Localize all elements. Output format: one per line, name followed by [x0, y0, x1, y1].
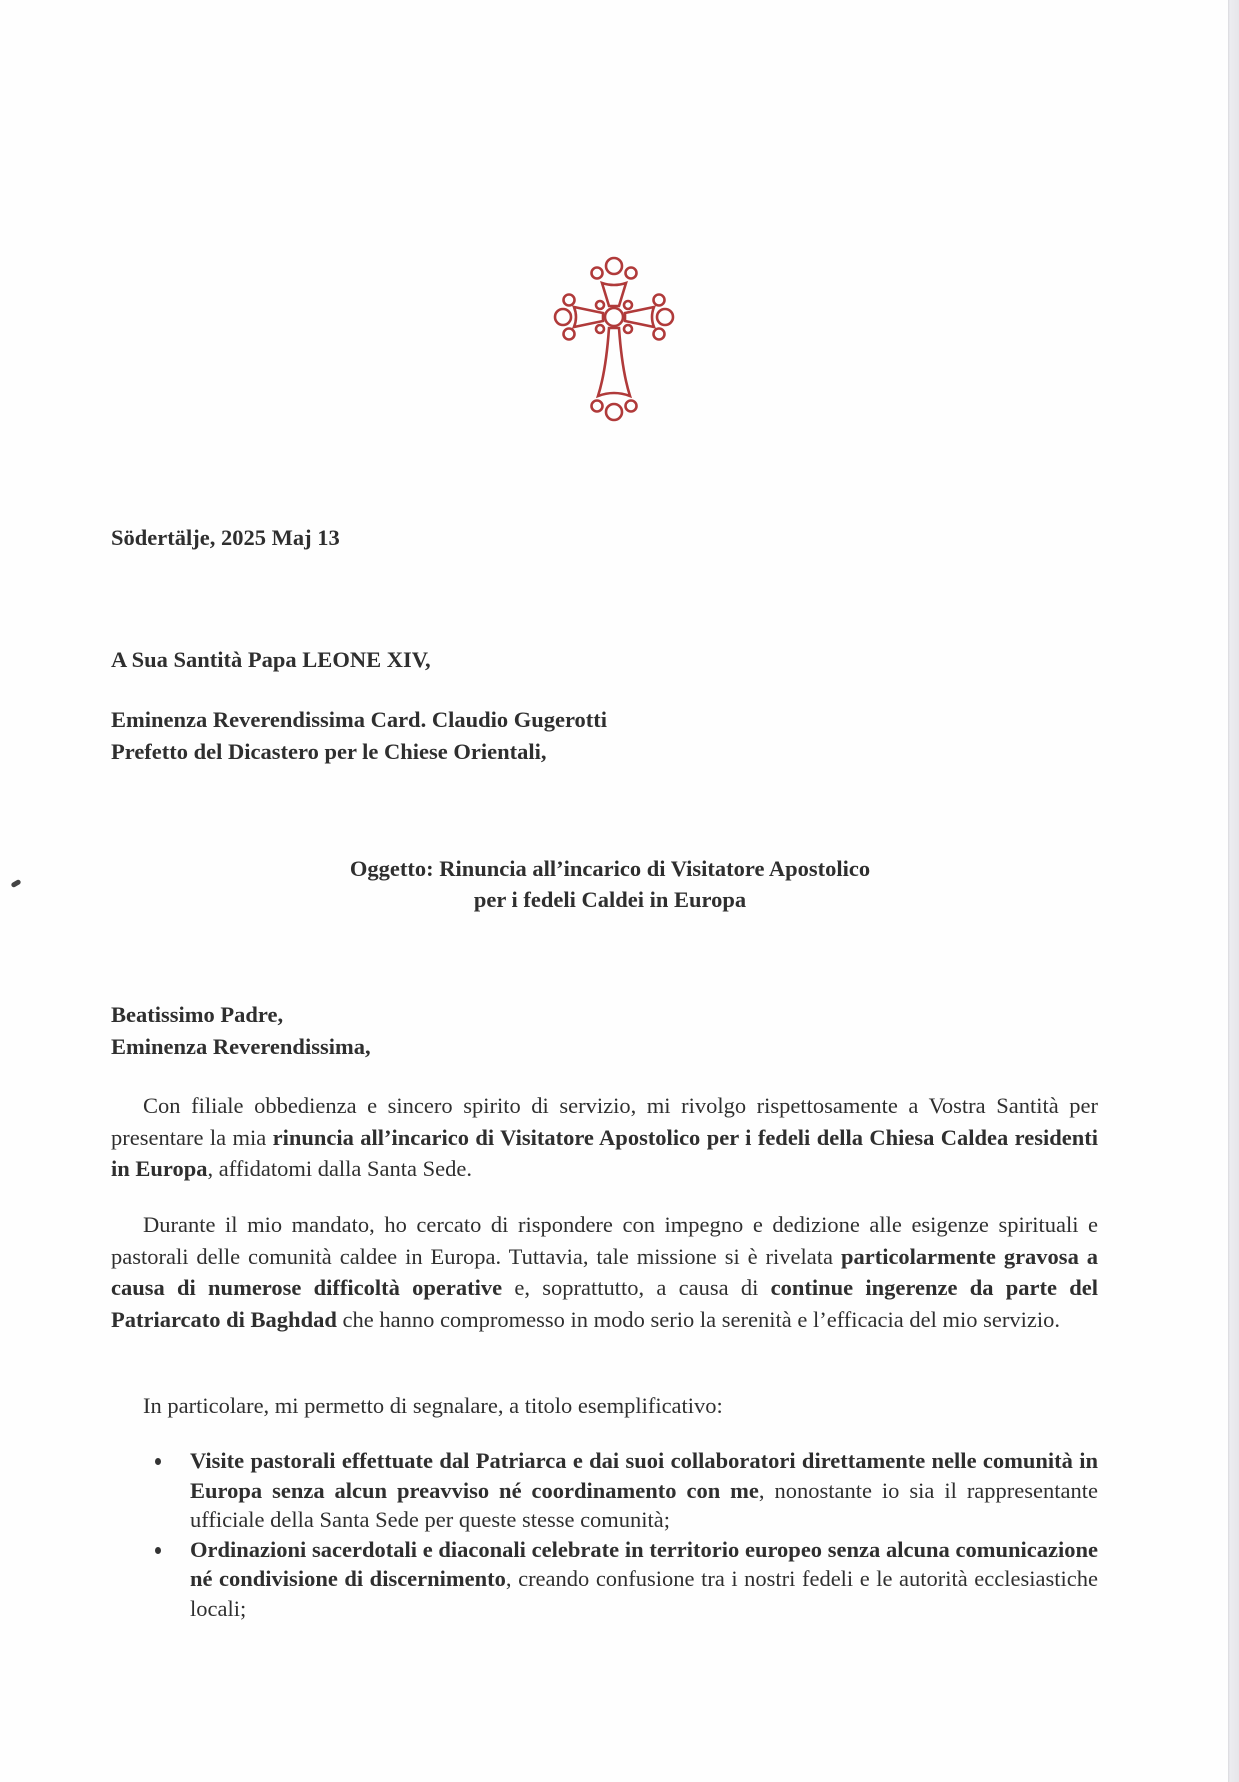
paragraph-2: [111, 1209, 1098, 1335]
bullet-list: [111, 1446, 1098, 1623]
addressee-cardinal-title: Prefetto del Dicastero per le Chiese Orientali,: [111, 739, 547, 764]
salutation-line-2: Eminenza Reverendissima,: [111, 1034, 371, 1059]
bullet-icon: [155, 1458, 161, 1465]
paragraph-bold-text: continue ingerenze da parte del Patriarcato di Baghdad: [111, 1275, 1098, 1332]
subject-block: [200, 853, 1020, 915]
list-item-bold-text: Ordinazioni sacerdotali e diaconali celebrate in territorio europeo senza alcuna comunicazione né condivisione di discernimento: [190, 1536, 1098, 1591]
paragraph-text: In particolare, mi permetto di segnalare, a titolo esemplificativo:: [143, 1393, 723, 1418]
list-item: [111, 1535, 1098, 1624]
paragraph-text: e, soprattutto, a causa di: [502, 1275, 771, 1300]
addressee-cardinal: Eminenza Reverendissima Card. Claudio Gugerotti: [111, 707, 608, 732]
addressee-pope: A Sua Santità Papa LEONE XIV,: [111, 647, 431, 672]
paragraph-1: [111, 1090, 1098, 1185]
list-item-bold-text: Visite pastorali effettuate dal Patriarca e dai suoi collaboratori direttamente nelle comunità in Europa senza alcun preavviso né coordinamento con me: [190, 1448, 1098, 1503]
list-item-text: , nonostante io sia il rappresentante ufficiale della Santa Sede per queste stesse comunità;: [190, 1477, 1098, 1532]
date-line: Södertälje, 2025 Maj 13: [111, 525, 340, 550]
stray-ink-mark: [10, 879, 21, 888]
paragraph-3: [111, 1390, 1098, 1422]
paragraph-text: Con filiale obbedienza e sincero spirito di servizio, mi rivolgo rispettosamente a Vostra Santità per presentare la mia: [111, 1093, 1098, 1150]
salutation-line-1: Beatissimo Padre,: [111, 1002, 284, 1027]
subject-line-2: per i fedeli Caldei in Europa: [473, 887, 747, 912]
paragraph-bold-text: particolarmente gravosa a causa di numerose difficoltà operative: [111, 1243, 1098, 1300]
paragraph-text: Durante il mio mandato, ho cercato di rispondere con impegno e dedizione alle esigenze spirituali e pastorali delle comunità caldee in Europa. Tuttavia, tale missione si è rivelata: [111, 1212, 1098, 1269]
list-item: [111, 1446, 1098, 1535]
chaldean-cross-icon: [552, 256, 676, 422]
bullet-icon: [155, 1547, 161, 1554]
page-edge: [1228, 0, 1239, 1782]
list-item-text: , creando confusione tra i nostri fedeli e le autorità ecclesiastiche locali;: [190, 1566, 1098, 1621]
paragraph-text: , affidatomi dalla Santa Sede.: [207, 1156, 473, 1181]
paragraph-bold-text: rinuncia all’incarico di Visitatore Apostolico per i fedeli della Chiesa Caldea residenti in Europa: [111, 1124, 1099, 1181]
paragraph-text: che hanno compromesso in modo serio la serenità e l’efficacia del mio servizio.: [336, 1306, 1060, 1332]
subject-line-1: Oggetto: Rinuncia all’incarico di Visitatore Apostolico: [349, 856, 871, 881]
